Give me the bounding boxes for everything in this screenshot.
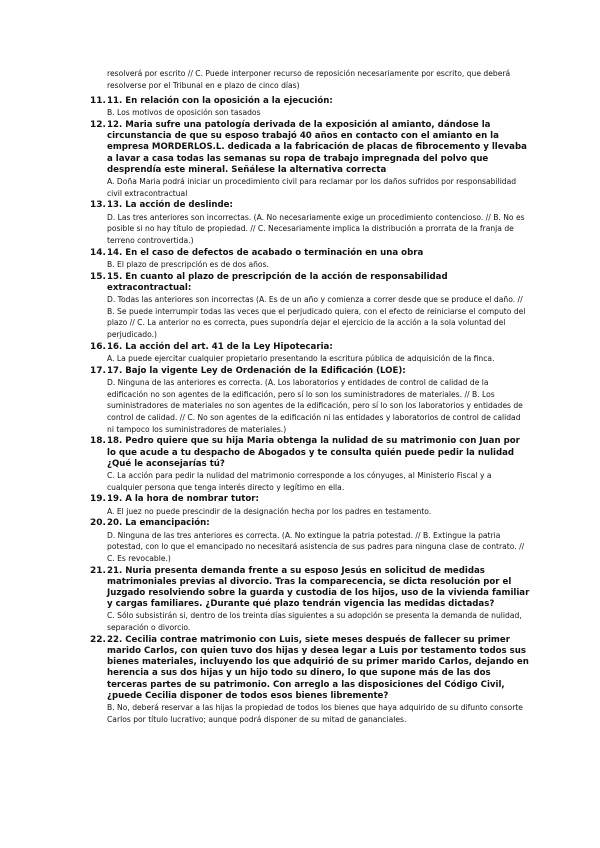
item-number: 22. — [90, 634, 106, 645]
answer-text: D. Todas las anteriores son incorrectas (A. Es de un año y comienza a correr desde que se produce el daño. // B. Se puede interrumpir todas las veces que el perjudicado quiera, con el efecto de reiniciarse el computo del plazo // C. La anterior no es correcta, pues supondría dejar el ejercicio de la acción a la sola voluntad del perjudicado.) — [107, 294, 526, 340]
answer-text: A. Doña Maria podrá iniciar un procedimiento civil para reclamar por los daños sufridos por responsabilidad civil extracontractual — [107, 176, 517, 198]
question-text: 14. En el caso de defectos de acabado o terminación en una obra — [107, 247, 424, 258]
question-text: 21. Nuria presenta demanda frente a su esposo Jesús en solicitud de medidas matrimoniales previas al divorcio. Tras la comparecencia, se dicta resolución por el Juzgado resolviendo sobre la guarda y custodia de los hijos, uso de la vivienda familiar y cargas familiares. ¿Durante qué plazo tendrán vigencia las medidas dictadas? — [107, 565, 530, 610]
question-text: 16. La acción del art. 41 de la Ley Hipotecaria: — [107, 341, 333, 352]
question-text: 22. Cecilia contrae matrimonio con Luis, siete meses después de fallecer su primer marido Carlos, con quien tuvo dos hijas y desea legar a Luis por testamento todos sus bienes materiales, incluyendo los que adquirió de su primer marido Carlos, dejando en herencia a sus dos hijas y un hijo todo su dinero, lo que supone más de las dos terceras partes de su patrimonio. Con arreglo a las disposiciones del Código Civil, ¿puede Cecilia disponer de todos esos bienes libremente? — [107, 634, 529, 701]
question-text: 11. En relación con la oposición a la ejecución: — [107, 96, 333, 106]
item-number: 18. — [90, 436, 106, 447]
question-text: 18. Pedro quiere que su hija Maria obtenga la nulidad de su matrimonio con Juan por lo que acude a tu despacho de Abogados y te consulta quién puede pedir la nulidad ¿Qué le aconsejarías tú? — [107, 436, 520, 469]
answer-text: A. La puede ejercitar cualquier propietario presentando la escritura pública de adquisición de la finca. — [107, 353, 495, 363]
answer-text: C. La acción para pedir la nulidad del matrimonio corresponde a los cónyuges, al Ministerio Fiscal y a cualquier persona que tenga interés directo y legítimo en ella. — [107, 471, 492, 492]
item-number: 20. — [90, 518, 106, 529]
question-text: 19. A la hora de nombrar tutor: — [107, 494, 259, 505]
question-text: 15. En cuanto al plazo de prescripción de la acción de responsabilidad extracontractual: — [107, 271, 448, 293]
item-number: 17. — [90, 365, 106, 376]
question-text: 20. La emancipación: — [107, 518, 210, 529]
item-number: 16. — [90, 341, 106, 352]
list-item — [0, 566, 600, 634]
item-number: 13. — [90, 200, 106, 211]
list-item — [0, 635, 600, 726]
list-item — [0, 518, 600, 564]
list-item — [0, 342, 600, 365]
question-text: 17. Bajo la vigente Ley de Ordenación de la Edificación (LOE): — [107, 365, 406, 376]
intro-paragraph: resolverá por escrito // C. Puede interponer recurso de reposición necesariamente por escrito, que deberá resolverse por el Tribunal en e plazo de cinco días) — [107, 69, 511, 90]
item-number: 19. — [90, 494, 106, 505]
list-item — [0, 248, 600, 271]
answer-text: B. Los motivos de oposición son tasados — [107, 108, 261, 118]
item-number: 21. — [90, 565, 106, 576]
list-item — [0, 494, 600, 517]
answer-text: C. Sólo subsistirán si, dentro de los treinta días siguientes a su adopción se presenta la demanda de nulidad, separación o divorcio. — [107, 611, 522, 633]
item-number: 14. — [90, 247, 106, 258]
item-number: 15. — [90, 271, 106, 282]
answer-text: D. Las tres anteriores son incorrectas. (A. No necesariamente exige un procedimiento contencioso. // B. No es posible si no hay título de propiedad. // C. Necesariamente implica la distribución a prorrata de la franja de terreno controvertida.) — [107, 212, 525, 245]
list-item — [0, 120, 600, 199]
list-item — [0, 366, 600, 436]
question-text: 12. Maria sufre una patología derivada de la exposición al amianto, dándose la circunstancia de que su esposo trabajó 40 años en contacto con el amianto en la empresa MORDERLOS.L. dedicada a la fabricación de placas de fibrocemento y llevaba a lavar a casa todas las semanas su ropa de trabajo impregnada del polvo que desprendía este mineral. Señálese la alternativa correcta — [107, 119, 527, 175]
question-text: 13. La acción de deslinde: — [107, 200, 233, 211]
list-item — [0, 200, 600, 246]
list-item — [0, 272, 600, 341]
answer-text: A. El juez no puede prescindir de la designación hecha por los padres en testamento. — [107, 506, 432, 516]
item-number: 12. — [90, 119, 106, 130]
answer-text: D. Ninguna de las anteriores es correcta. (A. Los laboratorios y entidades de control de calidad de la edificación no son agentes de la edificación, pero sí lo son los suministradores de materiales. // B. Los suministradores de materiales no son agentes de la edificación, pero sí lo son los laboratorios y entidades de control de calidad. // C. No son agentes de la edificación ni las entidades y laboratorios de control de calidad ni tampoco los suministradores de materiales.) — [107, 377, 523, 434]
question-list — [0, 96, 600, 726]
answer-text: B. No, deberá reservar a las hijas la propiedad de todos los bienes que haya adquirido de su difunto consorte Carlos por título lucrativo; aunque podrá disponer de su mitad de gananciales. — [107, 703, 523, 724]
answer-text: D. Ninguna de las tres anteriores es correcta. (A. No extingue la patria potestad. // B. Extingue la patria potestad, con lo que el emancipado no necesitará asistencia de sus padres para ninguna clase de contrato. // C. Es revocable.) — [107, 530, 525, 563]
item-number: 11. — [90, 96, 106, 106]
answer-text: B. El plazo de prescripción es de dos años. — [107, 259, 269, 269]
list-item — [0, 436, 600, 493]
list-item — [0, 96, 600, 119]
